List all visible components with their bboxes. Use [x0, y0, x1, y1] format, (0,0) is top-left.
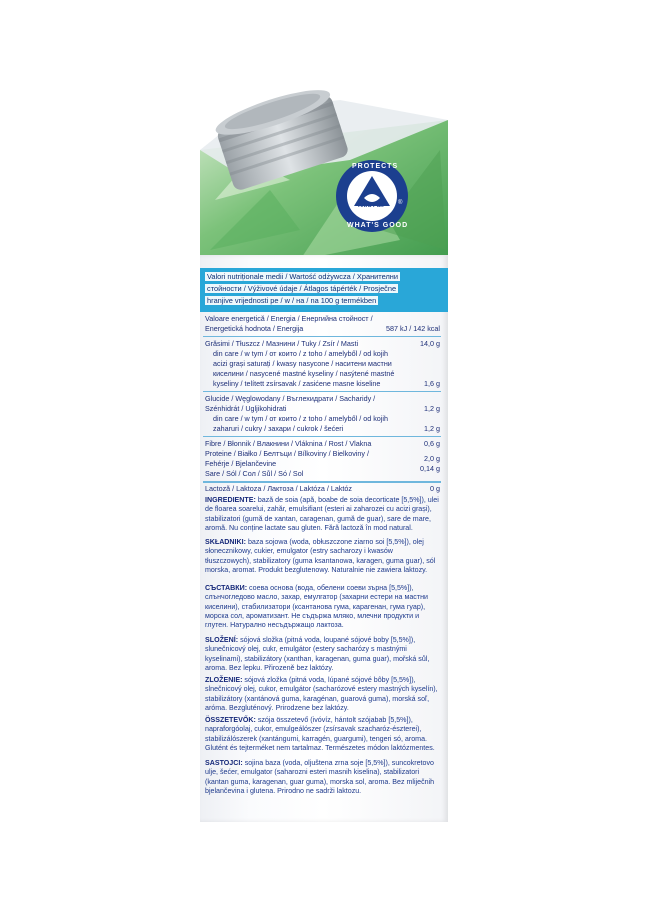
ingredients-sk-text: sójová zložka (pitná voda, lúpané sójové bôby [5,5%]), slnečnicový olej, cukor, emulgátor (sacharózové estery mastných kyselín), stabilizátory (xantánová guma, karagénan, guarová guma), morská soľ, aróma. Bezgluténový. Prirodzene bez laktózy.: [205, 676, 438, 712]
ingredients-pl-heading: SKŁADNIKI:: [205, 538, 246, 546]
ingredients-sk: [205, 676, 439, 713]
ingredients-hr-heading: SASTOJCI:: [205, 759, 243, 767]
divider: [203, 436, 441, 437]
logo-ring-top-text: PROTECTS: [352, 163, 399, 170]
carb-label-2: Szénhidrát / Ugljikohidrati: [205, 404, 287, 413]
carb-label-1: Glucide / Węglowodany / Въглехидрати / Sacharidy /: [205, 394, 376, 403]
ingredients-bg-heading: СЪСТАВКИ:: [205, 584, 248, 592]
ingredients-bg: [205, 584, 439, 630]
fat-sub-label-1: din care / w tym / от които / z toho / amelyből / od kojih: [213, 349, 388, 358]
fibre-value: 0,6 g: [424, 439, 440, 448]
ingredients-ro: [205, 496, 439, 533]
energy-value: 587 kJ / 142 kcal: [386, 324, 440, 333]
protein-value: 2,0 g: [424, 454, 440, 463]
ingredients-bg-text: соева основа (вода, обелени соеви зърна [5,5%]), слънчогледово масло, захар, емулгатор (захарни естери на мастни киселини), стабилизатори (ксантанова гума, карагенан, гума гуар), морска сол, ароматизант. Не съдържа мляко, млечни продукти и глутен. Натурално несъдържащо лактоза.: [205, 584, 428, 630]
protein-label-1: Proteine / Białko / Белтъци / Bílkoviny / Bielkoviny /: [205, 449, 370, 458]
fat-sub-label-4: kyseliny / telített zsírsavak / zasićene masne kiseline: [213, 379, 381, 388]
fat-value: 14,0 g: [420, 339, 440, 348]
salt-value: 0,14 g: [420, 464, 440, 473]
ingredients-hr: [205, 759, 439, 796]
lactose-value: 0 g: [430, 484, 440, 493]
fibre-label: Fibre / Błonnik / Влакнини / Vláknina / Rost / Vlakna: [205, 439, 372, 448]
ingredients-ro-heading: INGREDIENTE:: [205, 496, 256, 504]
nutrition-header-line-3: hranjive vrijednosti pe / w / на / na 100 g termékben: [207, 296, 377, 305]
ingredients-hu-heading: ÖSSZETEVŐK:: [205, 716, 256, 724]
ingredients-hu: [205, 716, 439, 753]
ingredients-pl: [205, 538, 439, 575]
nutrition-header-line-2: стойности / Výživové údaje / Átlagos tápérték / Prosječne: [207, 284, 397, 293]
fat-sub-label-3: киселини / nasycené mastné kyseliny / nasýtené mastné: [213, 369, 395, 378]
logo-registered-mark: ®: [398, 200, 403, 206]
saturated-fat-value: 1,6 g: [424, 379, 440, 388]
lactose-label: Lactoză / Laktoza / Лактоза / Laktóza / Laktóz: [205, 484, 353, 493]
logo-brand-text: Tetra Pak: [357, 203, 384, 209]
ingredients-cz-heading: SLOŽENÍ:: [205, 636, 239, 644]
sugar-value: 1,2 g: [424, 424, 440, 433]
ingredients-ro-text: bază de soia (apă, boabe de soia decorticate [5,5%]), ulei de floarea soarelui, zahăr, emulsifiant (esteri ai zaharozei cu acizi grași), stabilizatori (gumă de xantan, caragenan, gumă de guar), sare de mare, aromă. Nu conține lactate sau gluten. Fără lactoză în mod natural.: [205, 496, 439, 532]
divider: [203, 481, 441, 483]
energy-label-1: Valoare energetică / Energia / Енергийна стойност /: [205, 314, 373, 323]
nutrition-header-line-1: Valori nutriționale medii / Wartość odżywcza / Хранителни: [207, 272, 398, 281]
fat-label: Grăsimi / Tłuszcz / Мазнини / Tuky / Zsír / Masti: [205, 339, 359, 348]
sugar-sub-label-2: zaharuri / cukry / захари / cukrok / šećeri: [213, 424, 344, 433]
ingredients-pl-text: baza sojowa (woda, obłuszczone ziarno soi [5,5%]), olej słonecznikowy, cukier, emulgator (estry sacharozy i kwasów tłuszczowych), stabilizatory (guma ksantanowa, karagen, guma guar), sól morska, aromat. Produkt bezglutenowy. Naturalnie nie zawiera laktozy.: [205, 538, 436, 574]
ingredients-cz: [205, 636, 439, 673]
logo-ring-bottom-text: WHAT'S GOOD: [347, 222, 409, 229]
divider: [203, 391, 441, 392]
energy-label-2: Energetická hodnota / Energija: [205, 324, 304, 333]
salt-label: Sare / Sól / Сол / Sůl / Só / Sol: [205, 469, 304, 478]
ingredients-hr-text: sojina baza (voda, oljuštena zrna soje [5,5%]), suncokretovo ulje, šećer, emulgator (saharozni esteri masnih kiselina), stabilizatori (kantan guma, karagenan, guar guma), morska sol, aroma. Bez mliječnih bjelančevina i glutena. Prirodno ne sadrži laktozu.: [205, 759, 435, 795]
fat-sub-label-2: acizi grași saturați / kwasy nasycone / наситени мастни: [213, 359, 392, 368]
divider: [203, 336, 441, 337]
sugar-sub-label-1: din care / w tym / от които / z toho / amelyből / od kojih: [213, 414, 388, 423]
ingredients-hu-text: szója összetevő (ivóvíz, hántolt szójabab [5,5%]), napraforgóolaj, cukor, emulgeálószer (zsírsavak szacharóz-észterei), stabilizálószerek (xantángumi, karragén, guargumi), tengeri só, aroma. Glutént és tejterméket nem tartalmaz. Természetes módon laktózmentes.: [205, 716, 435, 752]
ingredients-cz-text: sójová složka (pitná voda, loupané sójové boby [5,5%]), slunečnicový olej, cukr, emulgátor (estery sacharózy s mastnými kyselinami), stabilizátory (xanthan, karagenan, guma guar), mořská sůl, aroma. Bez lepku. Přirozeně bez laktózy.: [205, 636, 430, 672]
carb-value: 1,2 g: [424, 404, 440, 413]
protein-label-2: Fehérje / Bjelančevine: [205, 459, 277, 468]
ingredients-sk-heading: ZLOŽENIE:: [205, 676, 243, 684]
